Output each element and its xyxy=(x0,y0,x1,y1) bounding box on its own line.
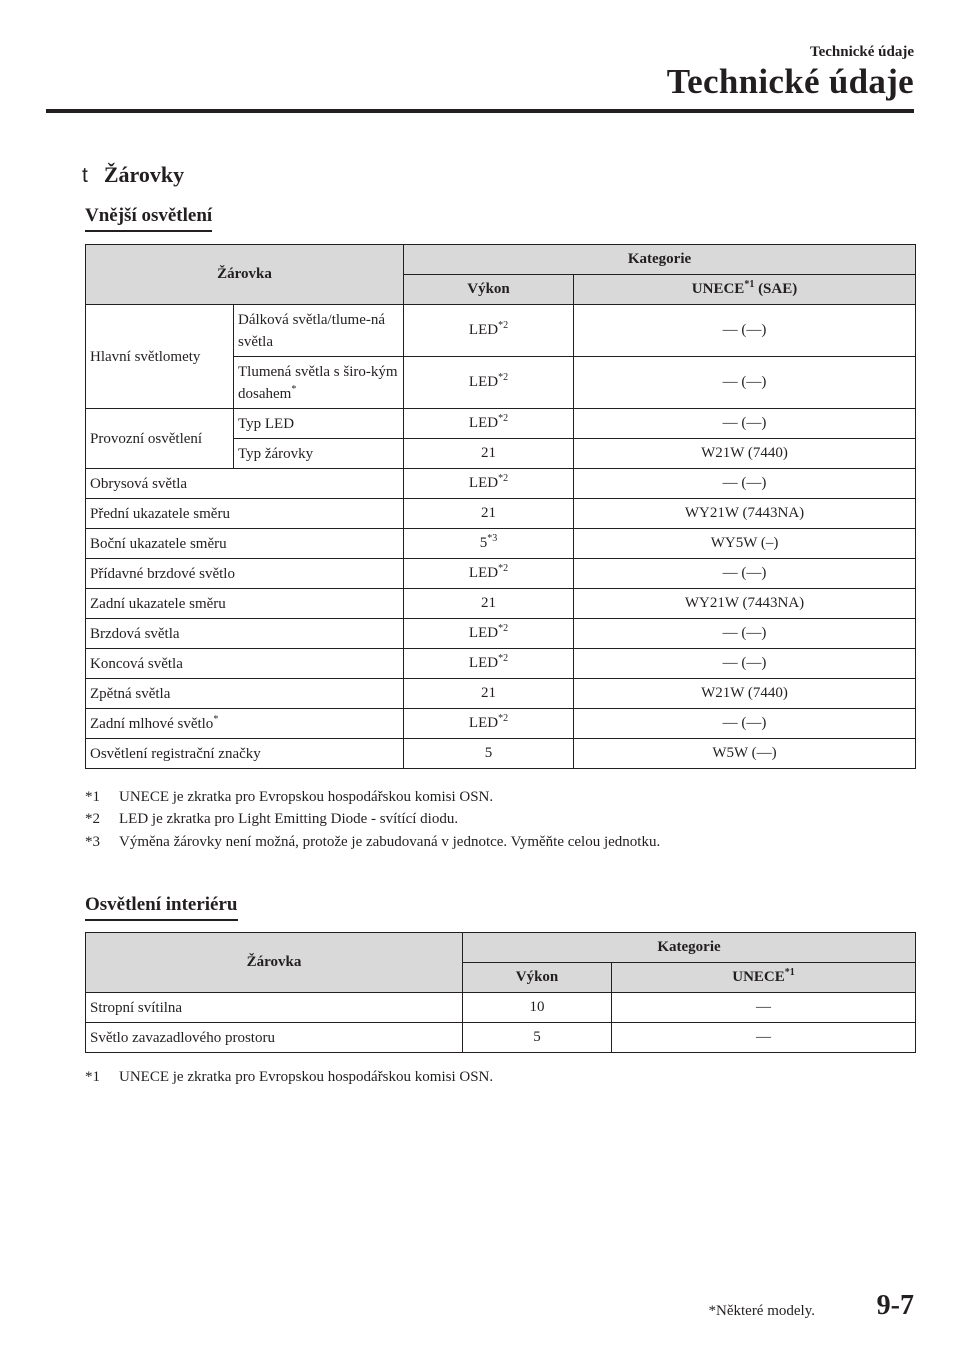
table-row xyxy=(86,993,916,1023)
header-bulb: Žárovka xyxy=(86,933,463,993)
page-number: 9-7 xyxy=(876,1290,914,1321)
table-row xyxy=(86,649,916,679)
table-row xyxy=(86,739,916,769)
footnote-text: Výměna žárovky není možná, protože je zabudovaná v jednotce. Vyměňte celou jednotku. xyxy=(119,833,661,850)
table-row xyxy=(86,619,916,649)
cell-bulb-type: Dálková světla/tlume-ná světla xyxy=(234,305,404,357)
header-title: Technické údaje xyxy=(666,62,914,101)
cell-category: W21W (7440) xyxy=(574,679,916,709)
interior-lighting-title: Osvětlení interiéru xyxy=(85,894,238,921)
cell-power: 5 xyxy=(404,739,574,769)
cell-bulb: Obrysová světla xyxy=(86,469,404,499)
cell-bulb: Brzdová světla xyxy=(86,619,404,649)
cell-category: — (—) xyxy=(574,357,916,409)
cell-category: — (—) xyxy=(574,469,916,499)
header-category: Kategorie xyxy=(404,245,916,275)
cell-bulb-type: Typ LED xyxy=(234,409,404,439)
cell-power: LED$^{*2}$ xyxy=(404,649,574,679)
table-row xyxy=(86,709,916,739)
cell-bulb: Zadní mlhové světlo* xyxy=(86,709,404,739)
footnote-mark: *2 xyxy=(85,811,100,828)
cell-power: LED$^{*2}$ xyxy=(404,357,574,409)
table-row xyxy=(86,469,916,499)
section-title xyxy=(82,162,184,188)
cell-power: LED$^{*2}$ xyxy=(404,409,574,439)
table-row xyxy=(86,679,916,709)
cell-bulb: Přední ukazatele směru xyxy=(86,499,404,529)
cell-category: — (—) xyxy=(574,305,916,357)
section-marker-icon: t xyxy=(82,164,88,187)
footnote-text: LED je zkratka pro Light Emitting Diode - svítící diodu. xyxy=(119,811,459,828)
header-power: Výkon xyxy=(404,275,574,305)
cell-bulb: Stropní svítilna xyxy=(86,993,463,1023)
cell-category: — (—) xyxy=(574,709,916,739)
section-title-text: Žárovky xyxy=(103,162,185,187)
cell-bulb: Koncová světla xyxy=(86,649,404,679)
cell-power: 21 xyxy=(404,589,574,619)
cell-power: 21 xyxy=(404,679,574,709)
table-row xyxy=(86,499,916,529)
table-row xyxy=(86,529,916,559)
footnote xyxy=(85,809,660,832)
footnote xyxy=(85,1066,493,1089)
footnote-mark: *1 xyxy=(85,788,100,805)
exterior-lighting-title: Vnější osvětlení xyxy=(85,205,212,232)
cell-category: — (—) xyxy=(574,619,916,649)
cell-power: 5 xyxy=(463,1023,612,1053)
cell-power: 5$^{*3}$ xyxy=(404,529,574,559)
table-row xyxy=(86,559,916,589)
table-row xyxy=(86,305,916,357)
cell-power: 21 xyxy=(404,499,574,529)
header-unece: UNECE$^{*1}$ (SAE) xyxy=(574,275,916,305)
footnote xyxy=(85,786,660,809)
cell-category: — (—) xyxy=(574,409,916,439)
cell-bulb: Boční ukazatele směru xyxy=(86,529,404,559)
table-row xyxy=(86,409,916,439)
cell-bulb-type: Tlumená světla s širo-kým dosahem* xyxy=(234,357,404,409)
cell-bulb: Přídavné brzdové světlo xyxy=(86,559,404,589)
cell-bulb-group: Provozní osvětlení xyxy=(86,409,234,469)
table-row xyxy=(86,1023,916,1053)
exterior-footnotes xyxy=(85,786,660,854)
cell-power: LED$^{*2}$ xyxy=(404,559,574,589)
footnote-text: UNECE je zkratka pro Evropskou hospodářskou komisi OSN. xyxy=(119,1068,494,1085)
header-unece: UNECE$^{*1}$ xyxy=(612,963,916,993)
footnote-text: UNECE je zkratka pro Evropskou hospodářskou komisi OSN. xyxy=(119,788,494,805)
exterior-lighting-table xyxy=(85,244,916,769)
cell-power: LED$^{*2}$ xyxy=(404,469,574,499)
interior-footnotes xyxy=(85,1066,493,1089)
cell-bulb: Zpětná světla xyxy=(86,679,404,709)
footnote-mark: *1 xyxy=(85,1068,100,1085)
cell-power: 10 xyxy=(463,993,612,1023)
footnote-mark: *3 xyxy=(85,833,100,850)
cell-bulb: Zadní ukazatele směru xyxy=(86,589,404,619)
header-bulb: Žárovka xyxy=(86,245,404,305)
cell-power: LED$^{*2}$ xyxy=(404,305,574,357)
cell-bulb-type: Typ žárovky xyxy=(234,439,404,469)
cell-category: WY21W (7443NA) xyxy=(574,589,916,619)
cell-category: — xyxy=(612,993,916,1023)
cell-power: LED$^{*2}$ xyxy=(404,619,574,649)
header-small-title: Technické údaje xyxy=(809,44,914,60)
cell-power: LED$^{*2}$ xyxy=(404,709,574,739)
cell-bulb: Osvětlení registrační značky xyxy=(86,739,404,769)
cell-bulb: Světlo zavazadlového prostoru xyxy=(86,1023,463,1053)
footnote xyxy=(85,831,660,854)
cell-category: — xyxy=(612,1023,916,1053)
cell-category: W5W (—) xyxy=(574,739,916,769)
cell-category: WY21W (7443NA) xyxy=(574,499,916,529)
cell-category: W21W (7440) xyxy=(574,439,916,469)
cell-category: WY5W (–) xyxy=(574,529,916,559)
cell-category: — (—) xyxy=(574,559,916,589)
cell-bulb-group: Hlavní světlomety xyxy=(86,305,234,409)
footer-note: *Některé modely. xyxy=(708,1303,815,1319)
interior-lighting-table xyxy=(85,932,916,1053)
header-category: Kategorie xyxy=(463,933,916,963)
header-rule xyxy=(46,109,914,113)
table-row xyxy=(86,589,916,619)
header-power: Výkon xyxy=(463,963,612,993)
cell-category: — (—) xyxy=(574,649,916,679)
cell-power: 21 xyxy=(404,439,574,469)
